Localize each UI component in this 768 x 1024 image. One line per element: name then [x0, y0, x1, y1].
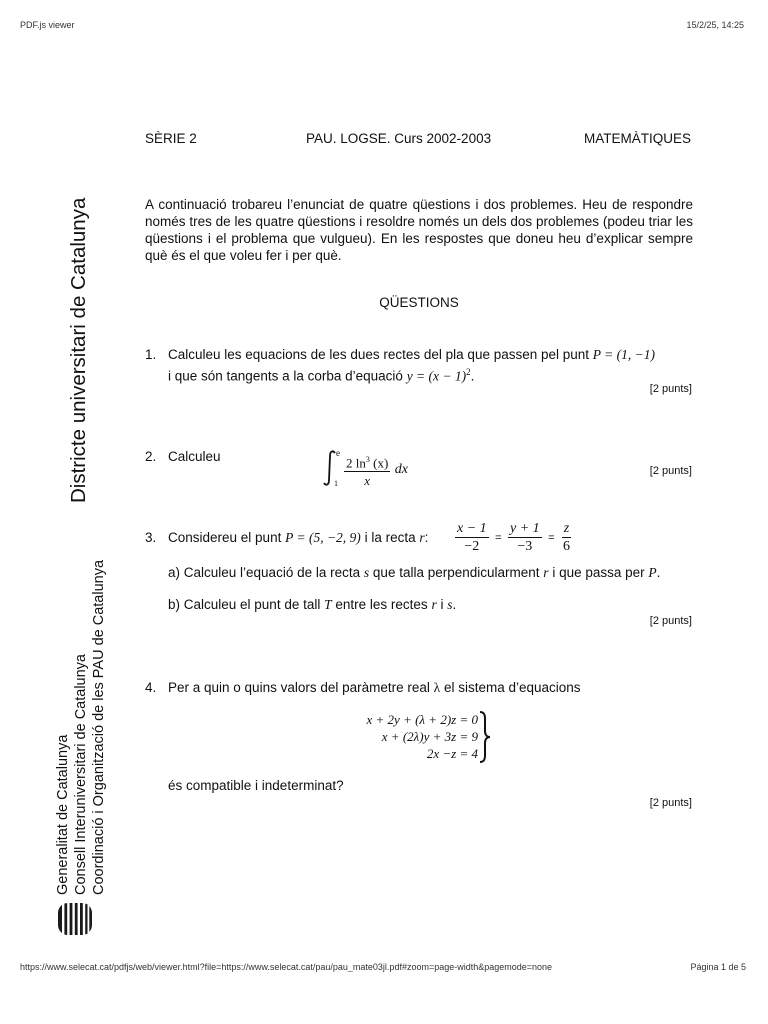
question-1-number: 1. [145, 347, 157, 362]
subject-label: MATEMÀTIQUES [583, 131, 691, 146]
question-3-part-b [168, 596, 456, 613]
part-b-t: T [324, 597, 332, 612]
question-2-text: Calculeu [168, 449, 221, 464]
question-1-text-2: i que són tangents a la corba d’equació [168, 368, 403, 384]
equation-2: x + (2λ)y + 3z = 9 [381, 729, 478, 744]
question-4-points: [2 punts] [649, 797, 692, 809]
equation-system [300, 711, 478, 762]
integral-dx: dx [394, 462, 408, 478]
page-indicator: Página 1 de 5 [690, 962, 746, 972]
part-a-r: r [543, 565, 549, 580]
question-2-integral [318, 446, 428, 490]
question-4-lambda: λ [433, 680, 441, 695]
question-1-line-1 [168, 346, 655, 363]
exam-title: PAU. LOGSE. Curs 2002-2003 [306, 131, 492, 146]
question-1-end: . [470, 368, 475, 384]
integrand-fraction [344, 452, 390, 488]
question-3-line-equation [455, 521, 572, 554]
part-a-mid: que talla perpendicularment [372, 565, 540, 580]
browser-title: PDF.js viewer [20, 20, 75, 30]
org-line-generalitat: Generalitat de Catalunya [55, 734, 71, 895]
question-1-line-2 [168, 364, 474, 385]
integrand-denominator: x [364, 473, 371, 489]
question-1-point: P = (1, −1) [592, 347, 656, 362]
question-4-line-1 [168, 679, 581, 696]
integral-upper-limit: e [336, 448, 340, 458]
question-3-line-1 [168, 529, 428, 546]
org-line-consell: Consell Interuniversitari de Catalunya [73, 654, 89, 895]
question-3-point: P = (5, −2, 9) [285, 530, 361, 545]
question-3-number: 3. [145, 530, 157, 545]
equation-1: x + 2y + (λ + 2)z = 0 [366, 712, 478, 727]
page-url: https://www.selecat.cat/pdfjs/web/viewer.html?file=https://www.selecat.cat/pau/pau_mate03jl.pdf#zoom=page-width&pagemode=none [20, 962, 553, 972]
section-title: QÜESTIONS [379, 295, 459, 310]
equation-3: 2x −z = 4 [426, 746, 478, 761]
part-a-s: s [363, 565, 370, 580]
org-line-coordinacio: Coordinació i Organització de les PAU de Catalunya [91, 559, 107, 895]
generalitat-logo-icon [57, 902, 93, 936]
part-b-r: r [431, 597, 437, 612]
right-brace-icon [478, 710, 492, 764]
question-4-text: Per a quin o quins valors del paràmetre real [168, 680, 430, 695]
question-4-number: 4. [145, 680, 157, 695]
part-b-text: b) Calculeu el punt de tall [168, 597, 321, 612]
question-1-curve: y = (x − 1) [406, 368, 467, 384]
question-3-mid: i la recta [364, 530, 416, 545]
district-label: Districte universitari de Catalunya [67, 197, 90, 503]
question-2-number: 2. [145, 449, 157, 464]
fraction-1-denominator: −2 [464, 539, 480, 554]
equals-2: = [548, 531, 555, 544]
part-b-i: i [440, 597, 444, 612]
part-a-end: . [656, 565, 661, 580]
integrand-argument: (x) [369, 455, 389, 471]
question-3-colon: : [424, 530, 429, 545]
fraction-3-denominator: 6 [563, 539, 571, 554]
question-1-points: [2 punts] [649, 383, 692, 395]
part-b-s: s [447, 597, 453, 612]
integrand-exponent: 3 [365, 455, 370, 464]
part-a-p: P [648, 565, 657, 580]
fraction-3-numerator: z [563, 521, 570, 536]
question-3-line-r: r [419, 530, 425, 545]
question-3-part-a [168, 564, 660, 581]
fraction-2-denominator: −3 [517, 539, 533, 554]
integral-lower-limit: 1 [334, 479, 338, 488]
part-a-text: a) Calculeu l’equació de la recta [168, 565, 361, 580]
question-4-post: el sistema d’equacions [443, 680, 581, 695]
question-3-points: [2 punts] [649, 615, 692, 627]
question-4-closing: és compatible i indeterminat? [168, 778, 344, 793]
print-datetime: 15/2/25, 14:25 [686, 20, 744, 30]
intro-paragraph: A continuació trobareu l’enunciat de quatre qüestions i dos problemes. Heu de respondre només tres de les quatre qüestions i resoldre només un dels dos problemes (podeu triar les qüestions i el problema que vulgueu). En les respostes que doneu heu d’explicar sempre què és el que voleu fer i per què. [145, 197, 693, 263]
question-2-points: [2 punts] [649, 465, 692, 477]
question-1-curve-exponent: 2 [466, 367, 471, 377]
serie-label: SÈRIE 2 [145, 131, 197, 146]
organization-block [54, 560, 108, 895]
fraction-2-numerator: y + 1 [510, 521, 540, 536]
integrand-numerator: 2 ln [346, 455, 366, 471]
question-1-text: Calculeu les equacions de les dues rectes del pla que passen pel punt [168, 347, 590, 362]
fraction-1-numerator: x − 1 [457, 521, 487, 536]
part-a-post: i que passa per [552, 565, 645, 580]
question-3-intro: Considereu el punt [168, 530, 282, 545]
part-b-mid: entre les rectes [335, 597, 428, 612]
equals-1: = [495, 531, 502, 544]
part-b-end: . [452, 597, 457, 612]
